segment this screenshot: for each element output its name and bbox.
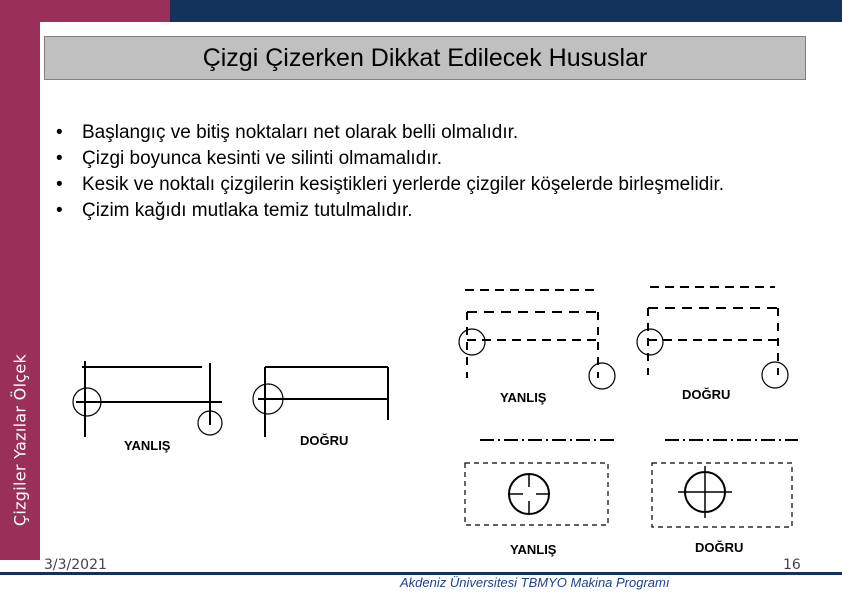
- label-wrong-2: YANLIŞ: [500, 390, 547, 405]
- bullet-item: [50, 172, 730, 198]
- page-number: 16: [783, 557, 801, 573]
- bullet-icon: •: [56, 122, 63, 143]
- example-right-solid: [253, 367, 388, 437]
- bullet-text: Çizim kağıdı mutlaka temiz tutulmalıdır.: [82, 200, 413, 221]
- label-wrong-3: YANLIŞ: [510, 542, 557, 557]
- example-wrong-dashed: [459, 290, 615, 389]
- label-right-2: DOĞRU: [682, 387, 731, 402]
- top-dark-band: [170, 0, 842, 22]
- bullet-icon: •: [56, 200, 63, 221]
- bullet-text: Başlangıç ve bitiş noktaları net olarak belli olmalıdır.: [82, 122, 519, 143]
- bullet-item: [50, 198, 730, 224]
- slide-title: Çizgi Çizerken Dikkat Edilecek Hususlar: [202, 43, 648, 72]
- label-right-1: DOĞRU: [300, 433, 349, 448]
- example-right-dashed: [637, 287, 788, 388]
- bullet-icon: •: [56, 174, 63, 195]
- bullet-text: Çizgi boyunca kesinti ve silinti olmamalıdır.: [82, 148, 443, 169]
- side-label: Çizgiler Yazılar Ölçek: [10, 353, 30, 527]
- line-technique-figure: [40, 275, 800, 565]
- bullet-item: [50, 146, 730, 172]
- example-wrong-centerline: [465, 440, 615, 525]
- bullet-list: [50, 120, 730, 224]
- example-right-centerline: [652, 440, 798, 527]
- label-wrong-1: YANLIŞ: [124, 438, 171, 453]
- slide-date: 3/3/2021: [44, 557, 107, 573]
- bullet-icon: •: [56, 148, 63, 169]
- bullet-item: [50, 120, 730, 146]
- bullet-text: Kesik ve noktalı çizgilerin kesiştikleri yerlerde çizgiler köşelerde birleşmelidir.: [82, 174, 725, 195]
- title-box: [44, 36, 806, 80]
- example-wrong-solid: [73, 361, 222, 437]
- label-right-3: DOĞRU: [695, 540, 744, 555]
- footer-text: Akdeniz Üniversitesi TBMYO Makina Programı: [400, 575, 670, 590]
